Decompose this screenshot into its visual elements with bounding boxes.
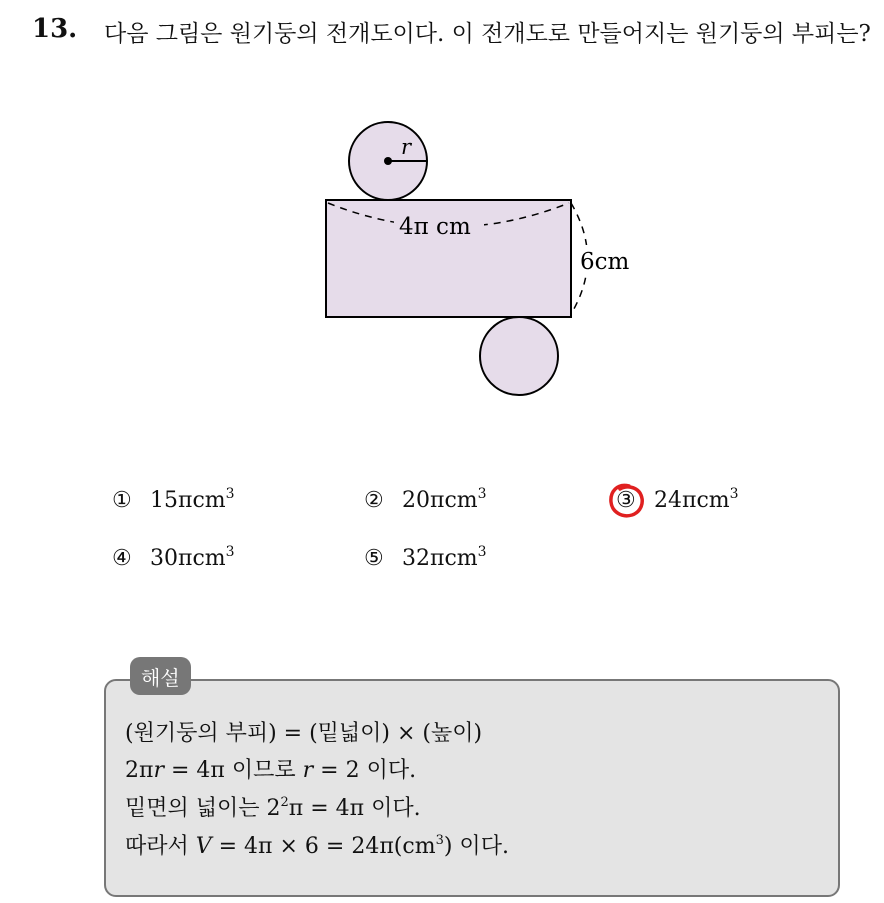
- solution-text: = 4π 이므로: [164, 758, 303, 783]
- variable-r: r: [153, 758, 164, 783]
- solution-text: = 2 이다.: [313, 758, 417, 783]
- choice-number: ⑤: [364, 546, 384, 571]
- solution-exponent: 3: [435, 833, 444, 848]
- variable-r: r: [302, 758, 314, 783]
- solution-text: = 4π × 6 = 24π(cm: [211, 834, 436, 859]
- solution-line-2: [125, 753, 416, 784]
- solution-text: 밑면의 넓이는 2: [125, 796, 281, 821]
- choice-number: ④: [112, 546, 132, 571]
- question-number: 13.: [32, 14, 78, 44]
- choice-value: 32πcm: [402, 546, 478, 571]
- choice-value: 30πcm: [150, 546, 226, 571]
- choice-exponent: 3: [225, 544, 235, 560]
- width-label: 4π cm: [399, 214, 471, 240]
- choice-1[interactable]: [112, 488, 235, 513]
- choice-number: ③: [616, 488, 636, 513]
- center-dot: [384, 157, 392, 165]
- choice-number: ②: [364, 488, 384, 513]
- question-text: 다음 그림은 원기둥의 전개도이다. 이 전개도로 만들어지는 원기둥의 부피는?: [104, 21, 871, 47]
- choice-exponent: 3: [477, 486, 487, 502]
- choice-value: 20πcm: [402, 488, 478, 513]
- solution-text: 2π: [125, 758, 154, 783]
- solution-tab: 해설: [130, 657, 191, 695]
- height-label: 6cm: [580, 249, 630, 275]
- choice-2[interactable]: [364, 488, 487, 513]
- choice-exponent: 3: [225, 486, 235, 502]
- solution-line-3: [125, 791, 421, 822]
- choice-exponent: 3: [729, 486, 739, 502]
- answer-circle-mark: [607, 481, 647, 521]
- choice-value: 15πcm: [150, 488, 226, 513]
- solution-text: π = 4π 이다.: [288, 796, 421, 821]
- variable-v: V: [195, 834, 212, 859]
- solution-exponent: 2: [280, 795, 289, 810]
- solution-box: [104, 679, 840, 897]
- choice-exponent: 3: [477, 544, 487, 560]
- choice-5[interactable]: [364, 546, 487, 571]
- solution-text: ) 이다.: [443, 834, 509, 859]
- choice-number: ①: [112, 488, 132, 513]
- choice-4[interactable]: [112, 546, 235, 571]
- solution-text: (원기둥의 부피) = (밑넓이) × (높이): [125, 721, 483, 746]
- choice-value: 24πcm: [654, 488, 730, 513]
- solution-text: 따라서: [125, 834, 196, 859]
- cylinder-net-figure: [0, 0, 884, 450]
- solution-line-1: [125, 716, 482, 747]
- radius-label: r: [401, 135, 412, 159]
- bottom-base-circle: [480, 317, 558, 395]
- solution-line-4: [125, 829, 509, 860]
